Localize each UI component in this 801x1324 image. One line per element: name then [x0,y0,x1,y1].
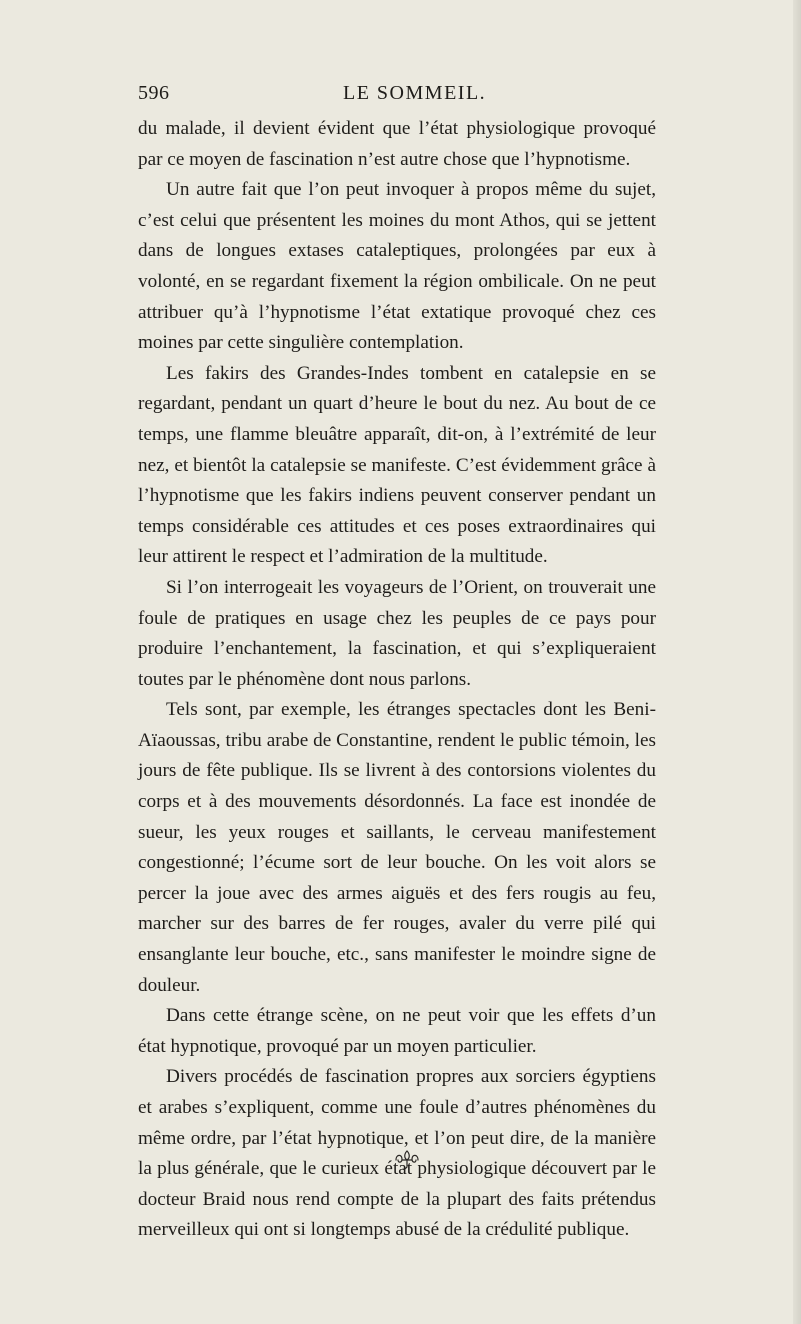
paragraph: Si l’on interrogeait les voyageurs de l’Orient, on trouverait une foule de pratiques en usage chez les peuples de ce pays pour produire l’enchantement, la fascination, et qui s’expliqueraient toutes par le phénomène dont nous parlons. [138,576,656,690]
paragraph: Les fakirs des Grandes-Indes tombent en catalepsie en se regardant, pendant un quart d’heure le bout du nez. Au bout de ce temps, une flamme bleuâtre apparaît, dit-on, à l’extrémité de leur nez, et bientôt la catalepsie se manifeste. C’est évidemment grâce à l’hypnotisme que les fakirs indiens peuvent conserver pendant un temps considérable ces attitudes et ces poses extraordinaires qui leur attirent le respect et l’admiration de la multitude. [138,362,656,568]
paragraph: Divers procédés de fascination propres aux sorciers égyptiens et arabes s’expliquent, comme une foule d’autres phénomènes du même ordre, par l’état hypnotique, et l’on peut dire, de la manière la plus générale, que le curieux état physiologique découvert par le docteur Braid nous rend compte de la plupart des faits prétendus merveilleux qui ont si longtemps abusé de la crédulité publique. [138,1066,656,1241]
body-text [138,114,656,1246]
paragraph: Dans cette étrange scène, on ne peut voir que les effets d’un état hypnotique, provoqué par un moyen particulier. [138,1005,656,1057]
running-head: LE SOMMEIL. [343,82,487,104]
paragraph: Un autre fait que l’on peut invoquer à propos même du sujet, c’est celui que présentent les moines du mont Athos, qui se jettent dans de longues extases cataleptiques, prolongées par eux à volonté, en se regardant fixement la région ombilicale. On ne peut attribuer qu’à l’hypnotisme l’état extatique provoqué chez ces moines par cette singulière contemplation. [138,179,656,354]
page-edge [793,0,801,1324]
page-number: 596 [138,82,170,104]
floral-tailpiece-icon [391,1148,423,1172]
paragraph: du malade, il devient évident que l’état physiologique provoqué par ce moyen de fascination n’est autre chose que l’hypnotisme. [138,118,656,170]
page-header [138,82,658,114]
paragraph: Tels sont, par exemple, les étranges spectacles dont les Beni-Aïaoussas, tribu arabe de Constantine, rendent le public témoin, les jours de fête publique. Ils se livrent à des contorsions violentes du corps et à des mouvements désordonnés. La face est inondée de sueur, les yeux rouges et saillants, le cerveau manifestement congestionné; l’écume sort de leur bouche. On les voit alors se percer la joue avec des armes aiguës et des fers rougis au feu, marcher sur des barres de fer rouges, avaler du verre pilé qui ensanglante leur bouche, etc., sans manifester le moindre signe de douleur. [138,699,656,996]
